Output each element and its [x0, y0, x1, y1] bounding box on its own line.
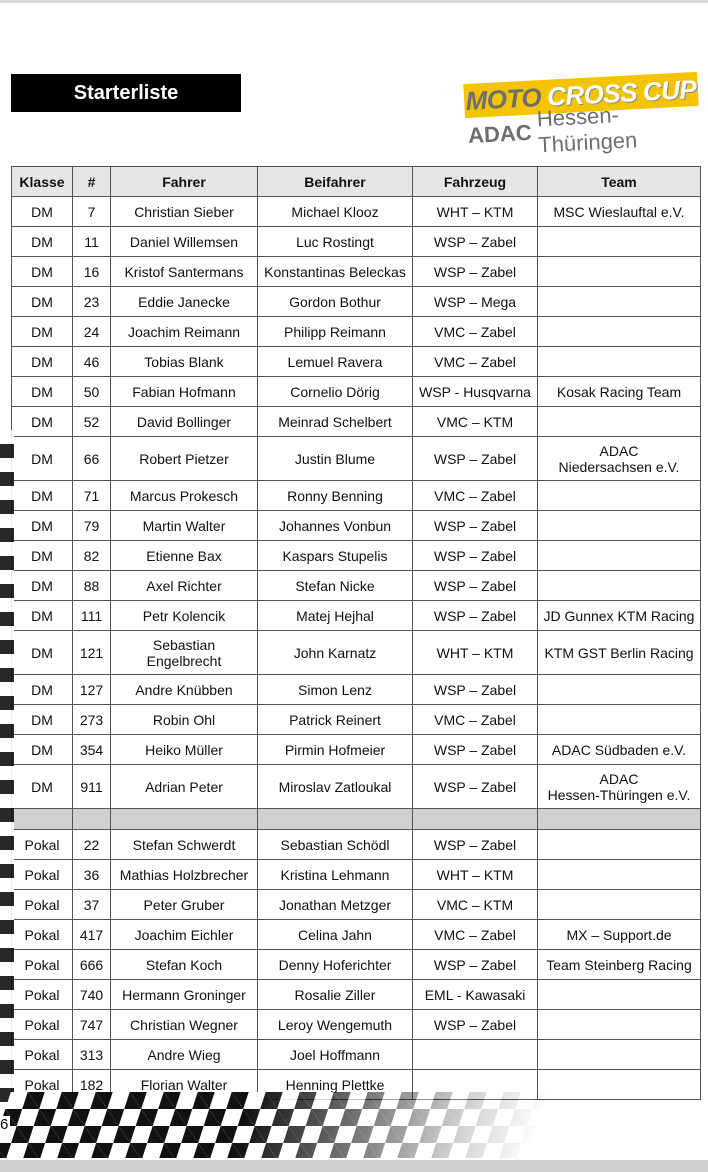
cell-beifahrer: Michael Klooz	[258, 197, 413, 227]
cell-nr: 11	[73, 227, 111, 257]
table-row	[12, 437, 701, 481]
table-row	[12, 481, 701, 511]
cell-team: MSC Wieslauftal e.V.	[538, 197, 701, 227]
cell-fahrer: Etienne Bax	[111, 541, 258, 571]
cell-beifahrer: Sebastian Schödl	[258, 830, 413, 860]
cell-fahrzeug: WSP – Zabel	[413, 541, 538, 571]
cell-fahrer: Eddie Janecke	[111, 287, 258, 317]
cell-beifahrer: Denny Hoferichter	[258, 950, 413, 980]
cell-fahrer: Joachim Reimann	[111, 317, 258, 347]
cell-fahrzeug: WHT – KTM	[413, 631, 538, 675]
cell-fahrzeug: WSP – Zabel	[413, 571, 538, 601]
cell-fahrer: Peter Gruber	[111, 890, 258, 920]
cell-fahrer: Christian Wegner	[111, 1010, 258, 1040]
cell-team	[538, 407, 701, 437]
cell-team: ADAC Südbaden e.V.	[538, 735, 701, 765]
separator-cell	[538, 809, 701, 830]
cell-fahrer: Christian Sieber	[111, 197, 258, 227]
page-title-text: Starterliste	[73, 81, 179, 104]
table-body	[12, 197, 701, 1100]
cell-fahrzeug: VMC – Zabel	[413, 317, 538, 347]
cell-team-line2: Hessen-Thüringen e.V.	[547, 786, 691, 803]
separator-cell	[73, 809, 111, 830]
cell-team: Kosak Racing Team	[538, 377, 701, 407]
cell-beifahrer: Cornelio Dörig	[258, 377, 413, 407]
table-row	[12, 541, 701, 571]
cell-nr: 88	[73, 571, 111, 601]
table-row	[12, 571, 701, 601]
column-header-team: Team	[538, 167, 701, 197]
table-row	[12, 950, 701, 980]
cell-fahrzeug: WSP - Husqvarna	[413, 377, 538, 407]
cell-team	[538, 481, 701, 511]
cell-team	[538, 1070, 701, 1100]
moto-cross-cup-logo	[462, 72, 702, 158]
cell-fahrzeug: WSP – Mega	[413, 287, 538, 317]
cell-fahrer: Joachim Eichler	[111, 920, 258, 950]
cell-nr: 23	[73, 287, 111, 317]
cell-nr: 7	[73, 197, 111, 227]
separator-cell	[258, 809, 413, 830]
cell-beifahrer: Meinrad Schelbert	[258, 407, 413, 437]
cell-klasse: DM	[12, 287, 73, 317]
cell-klasse: Pokal	[12, 1040, 73, 1070]
cell-fahrzeug: WSP – Zabel	[413, 601, 538, 631]
cell-klasse: DM	[12, 541, 73, 571]
cell-fahrzeug: VMC – KTM	[413, 890, 538, 920]
cell-fahrer: Petr Kolencik	[111, 601, 258, 631]
column-header-fahrzeug: Fahrzeug	[413, 167, 538, 197]
logo-adac: ADAC	[467, 119, 533, 149]
cell-fahrer: David Bollinger	[111, 407, 258, 437]
cell-fahrzeug: VMC – KTM	[413, 407, 538, 437]
cell-beifahrer: Justin Blume	[258, 437, 413, 481]
cell-beifahrer: Kristina Lehmann	[258, 860, 413, 890]
cell-klasse: DM	[12, 257, 73, 287]
cell-team	[538, 765, 701, 809]
cell-nr: 354	[73, 735, 111, 765]
logo-word-cup: CUP	[642, 73, 698, 107]
cell-fahrer: Stefan Koch	[111, 950, 258, 980]
cell-beifahrer: Konstantinas Beleckas	[258, 257, 413, 287]
page-number: 6	[0, 1116, 9, 1133]
cell-fahrzeug: WSP – Zabel	[413, 1010, 538, 1040]
cell-team	[538, 1040, 701, 1070]
cell-klasse: DM	[12, 347, 73, 377]
table-row	[12, 197, 701, 227]
cell-fahrer: Florian Walter	[111, 1070, 258, 1100]
cell-beifahrer: Lemuel Ravera	[258, 347, 413, 377]
cell-klasse: DM	[12, 407, 73, 437]
cell-nr: 666	[73, 950, 111, 980]
cell-klasse: DM	[12, 765, 73, 809]
cell-fahrer: Andre Wieg	[111, 1040, 258, 1070]
column-header-klasse: Klasse	[12, 167, 73, 197]
cell-team	[538, 830, 701, 860]
cell-fahrer: Marcus Prokesch	[111, 481, 258, 511]
cell-team	[538, 541, 701, 571]
cell-beifahrer: Jonathan Metzger	[258, 890, 413, 920]
cell-team	[538, 317, 701, 347]
cell-klasse: Pokal	[12, 980, 73, 1010]
separator-cell	[413, 809, 538, 830]
cell-fahrzeug: VMC – Zabel	[413, 481, 538, 511]
cell-beifahrer: Gordon Bothur	[258, 287, 413, 317]
logo-region: Hessen-Thüringen	[536, 102, 638, 158]
cell-fahrzeug: EML - Kawasaki	[413, 980, 538, 1010]
table-row	[12, 601, 701, 631]
cell-fahrer: Hermann Groninger	[111, 980, 258, 1010]
cell-beifahrer: Celina Jahn	[258, 920, 413, 950]
cell-fahrzeug: WHT – KTM	[413, 860, 538, 890]
cell-team	[538, 860, 701, 890]
table-row	[12, 287, 701, 317]
table-row	[12, 257, 701, 287]
table-row	[12, 407, 701, 437]
starter-table	[11, 166, 701, 1100]
cell-team	[538, 227, 701, 257]
cell-fahrer: Daniel Willemsen	[111, 227, 258, 257]
cell-beifahrer: Kaspars Stupelis	[258, 541, 413, 571]
table-row	[12, 631, 701, 675]
cell-fahrer: Martin Walter	[111, 511, 258, 541]
cell-klasse: DM	[12, 227, 73, 257]
cell-klasse: Pokal	[12, 1070, 73, 1100]
cell-fahrzeug: WSP – Zabel	[413, 765, 538, 809]
cell-nr: 24	[73, 317, 111, 347]
cell-fahrzeug: WSP – Zabel	[413, 511, 538, 541]
cell-team-line1: ADAC	[599, 770, 639, 787]
cell-nr: 911	[73, 765, 111, 809]
table-header	[12, 167, 701, 197]
table-row	[12, 830, 701, 860]
cell-fahrzeug: WSP – Zabel	[413, 257, 538, 287]
table-row	[12, 920, 701, 950]
cell-fahrer: Heiko Müller	[111, 735, 258, 765]
cell-team-line2: Niedersachsen e.V.	[558, 458, 680, 475]
cell-team	[538, 1010, 701, 1040]
cell-team	[538, 675, 701, 705]
cell-nr: 273	[73, 705, 111, 735]
cell-beifahrer: Pirmin Hofmeier	[258, 735, 413, 765]
cell-klasse: Pokal	[12, 920, 73, 950]
table-row	[12, 860, 701, 890]
table-row	[12, 980, 701, 1010]
cell-team	[538, 437, 701, 481]
cell-fahrzeug: VMC – Zabel	[413, 920, 538, 950]
cell-klasse: Pokal	[12, 950, 73, 980]
cell-nr: 50	[73, 377, 111, 407]
cell-fahrzeug: WSP – Zabel	[413, 950, 538, 980]
cell-beifahrer: Luc Rostingt	[258, 227, 413, 257]
cell-team	[538, 980, 701, 1010]
cell-klasse: DM	[12, 317, 73, 347]
cell-fahrzeug: WSP – Zabel	[413, 227, 538, 257]
cell-nr: 46	[73, 347, 111, 377]
separator-cell	[12, 809, 73, 830]
cell-beifahrer: John Karnatz	[258, 631, 413, 675]
cell-nr: 52	[73, 407, 111, 437]
cell-team	[538, 347, 701, 377]
cell-fahrer: Fabian Hofmann	[111, 377, 258, 407]
cell-team	[538, 705, 701, 735]
cell-nr: 37	[73, 890, 111, 920]
top-rule	[0, 0, 708, 3]
table-row	[12, 377, 701, 407]
class-separator-row	[12, 809, 701, 830]
cell-nr: 313	[73, 1040, 111, 1070]
table-row	[12, 1010, 701, 1040]
cell-klasse: DM	[12, 481, 73, 511]
table-row	[12, 705, 701, 735]
cell-nr: 66	[73, 437, 111, 481]
cell-nr: 111	[73, 601, 111, 631]
cell-fahrer: Stefan Schwerdt	[111, 830, 258, 860]
cell-fahrer: Tobias Blank	[111, 347, 258, 377]
cell-team: JD Gunnex KTM Racing	[538, 601, 701, 631]
cell-nr: 127	[73, 675, 111, 705]
cell-fahrer: Kristof Santermans	[111, 257, 258, 287]
cell-klasse: Pokal	[12, 890, 73, 920]
cell-beifahrer: Henning Plettke	[258, 1070, 413, 1100]
cell-team	[538, 287, 701, 317]
cell-beifahrer: Philipp Reimann	[258, 317, 413, 347]
cell-klasse: DM	[12, 571, 73, 601]
cell-nr: 82	[73, 541, 111, 571]
cell-beifahrer: Stefan Nicke	[258, 571, 413, 601]
cell-nr: 121	[73, 631, 111, 675]
cell-team: Team Steinberg Racing	[538, 950, 701, 980]
logo-word-cross: CROSS	[546, 76, 638, 112]
cell-team	[538, 511, 701, 541]
header-row	[12, 167, 701, 197]
cell-nr: 16	[73, 257, 111, 287]
cell-fahrzeug: WSP – Zabel	[413, 675, 538, 705]
cell-klasse: DM	[12, 735, 73, 765]
cell-fahrer-line2: Engelbrecht	[146, 652, 222, 669]
cell-team	[538, 890, 701, 920]
column-header-beifahrer: Beifahrer	[258, 167, 413, 197]
cell-klasse: DM	[12, 437, 73, 481]
cell-beifahrer: Leroy Wengemuth	[258, 1010, 413, 1040]
table-row	[12, 227, 701, 257]
table-row	[12, 347, 701, 377]
cell-nr: 417	[73, 920, 111, 950]
cell-fahrzeug: WHT – KTM	[413, 197, 538, 227]
table-row	[12, 317, 701, 347]
cell-beifahrer: Johannes Vonbun	[258, 511, 413, 541]
cell-team	[538, 571, 701, 601]
cell-fahrzeug: WSP – Zabel	[413, 437, 538, 481]
checkered-flag-left	[0, 430, 14, 1130]
separator-cell	[111, 809, 258, 830]
cell-team	[538, 257, 701, 287]
cell-klasse: DM	[12, 601, 73, 631]
cell-klasse: Pokal	[12, 860, 73, 890]
cell-fahrzeug: WSP – Zabel	[413, 830, 538, 860]
table-row	[12, 890, 701, 920]
cell-fahrer: Robert Pietzer	[111, 437, 258, 481]
column-header-fahrer: Fahrer	[111, 167, 258, 197]
cell-fahrzeug: VMC – Zabel	[413, 705, 538, 735]
cell-fahrzeug: WSP – Zabel	[413, 735, 538, 765]
bottom-rule	[0, 1160, 708, 1172]
cell-nr: 182	[73, 1070, 111, 1100]
table-row	[12, 511, 701, 541]
cell-fahrzeug	[413, 1040, 538, 1070]
cell-klasse: DM	[12, 675, 73, 705]
cell-beifahrer: Joel Hoffmann	[258, 1040, 413, 1070]
checkered-flag-bottom	[0, 1092, 551, 1158]
cell-klasse: Pokal	[12, 1010, 73, 1040]
cell-fahrer: Axel Richter	[111, 571, 258, 601]
cell-nr: 740	[73, 980, 111, 1010]
cell-fahrzeug: VMC – Zabel	[413, 347, 538, 377]
cell-klasse: DM	[12, 631, 73, 675]
cell-klasse: DM	[12, 705, 73, 735]
cell-nr: 36	[73, 860, 111, 890]
cell-fahrer: Robin Ohl	[111, 705, 258, 735]
cell-beifahrer: Patrick Reinert	[258, 705, 413, 735]
page-title	[11, 74, 241, 112]
cell-fahrer: Andre Knübben	[111, 675, 258, 705]
table-row	[12, 1040, 701, 1070]
cell-team: MX – Support.de	[538, 920, 701, 950]
cell-team: KTM GST Berlin Racing	[538, 631, 701, 675]
cell-klasse: Pokal	[12, 830, 73, 860]
cell-beifahrer: Simon Lenz	[258, 675, 413, 705]
column-header-nr: #	[73, 167, 111, 197]
logo-word-moto: MOTO	[464, 81, 542, 116]
cell-klasse: DM	[12, 511, 73, 541]
cell-fahrer: Adrian Peter	[111, 765, 258, 809]
cell-beifahrer: Miroslav Zatloukal	[258, 765, 413, 809]
table-row	[12, 735, 701, 765]
cell-nr: 22	[73, 830, 111, 860]
cell-fahrer-line1: Sebastian	[152, 636, 216, 653]
cell-nr: 79	[73, 511, 111, 541]
cell-fahrer	[111, 631, 258, 675]
cell-beifahrer: Ronny Benning	[258, 481, 413, 511]
cell-team-line1: ADAC	[599, 442, 639, 459]
table-row	[12, 765, 701, 809]
cell-beifahrer: Rosalie Ziller	[258, 980, 413, 1010]
cell-klasse: DM	[12, 197, 73, 227]
cell-beifahrer: Matej Hejhal	[258, 601, 413, 631]
cell-nr: 747	[73, 1010, 111, 1040]
cell-klasse: DM	[12, 377, 73, 407]
cell-nr: 71	[73, 481, 111, 511]
table-row	[12, 675, 701, 705]
cell-fahrer: Mathias Holzbrecher	[111, 860, 258, 890]
